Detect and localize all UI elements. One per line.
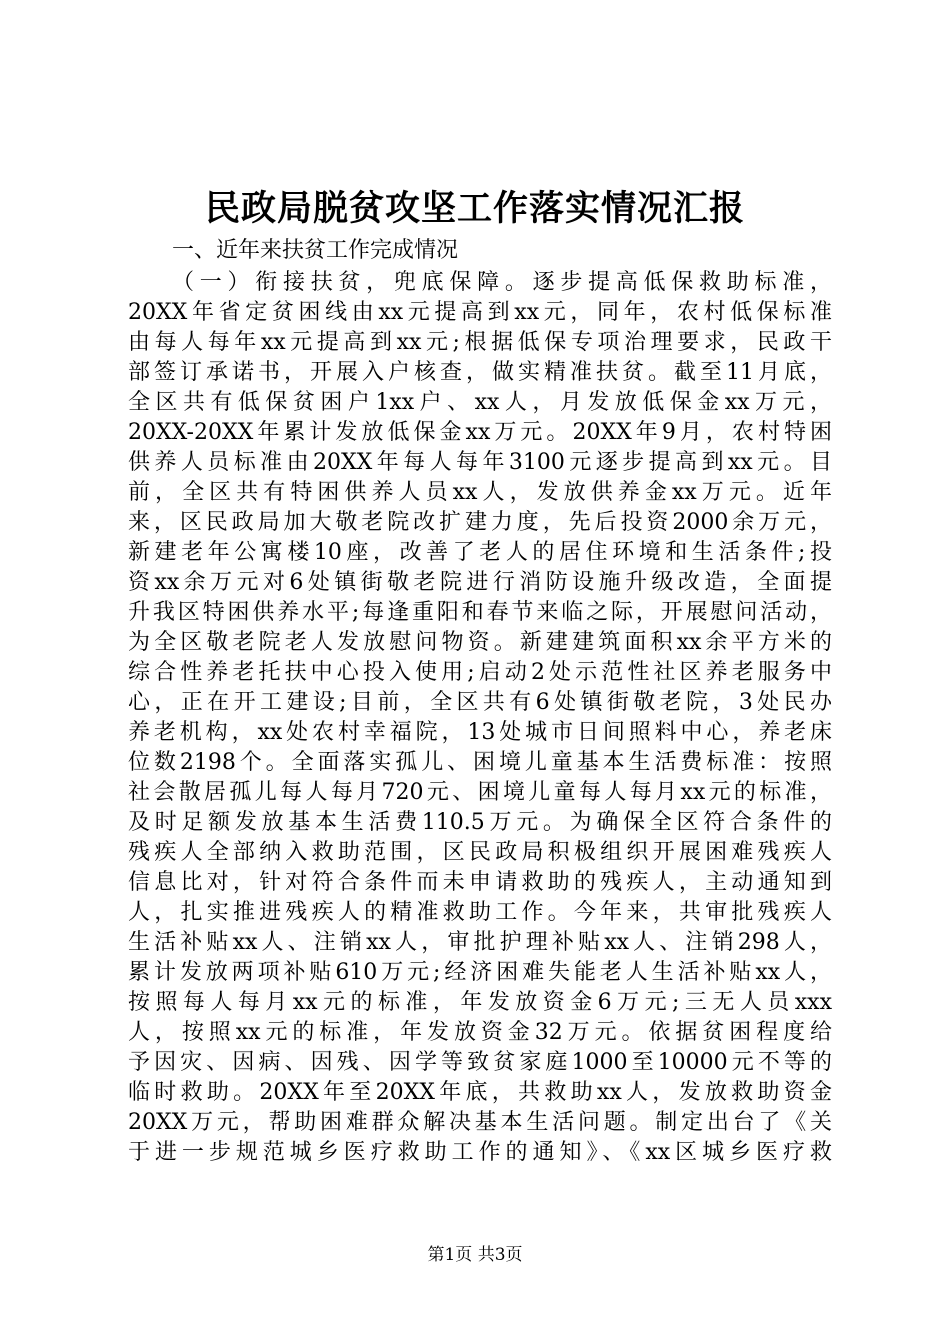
paragraph-line: 20XX万元，帮助困难群众解决基本生活问题。制定出台了《关 [128,1110,832,1135]
paragraph-line: 予因灾、因病、因残、因学等致贫家庭1000至10000元不等的 [128,1050,832,1075]
paragraph-line: 累计发放两项补贴610万元;经济困难失能老人生活补贴xx人， [128,960,832,985]
section-heading: 一、近年来扶贫工作完成情况 [172,238,459,263]
document-title: 民政局脱贫攻坚工作落实情况汇报 [204,188,745,229]
paragraph-line: 按照每人每月xx元的标准，年发放资金6万元;三无人员xxx [128,990,832,1015]
paragraph-line: 资xx余万元对6处镇街敬老院进行消防设施升级改造，全面提 [128,570,832,595]
paragraph-line: 人，扎实推进残疾人的精准救助工作。今年来，共审批残疾人 [128,900,832,925]
paragraph-line: 社会散居孤儿每人每月720元、困境儿童每人每月xx元的标准， [128,780,832,805]
paragraph-line: 养老机构，xx处农村幸福院，13处城市日间照料中心，养老床 [128,720,832,745]
paragraph-line: 及时足额发放基本生活费110.5万元。为确保全区符合条件的 [128,810,832,835]
paragraph-line: 20XX-20XX年累计发放低保金xx万元。20XX年9月，农村特困 [128,420,832,445]
paragraph-line: 前，全区共有特困供养人员xx人，发放供养金xx万元。近年 [128,480,832,505]
paragraph-line: 临时救助。20XX年至20XX年底，共救助xx人，发放救助资金 [128,1080,832,1105]
paragraph-line: 由每人每年xx元提高到xx元;根据低保专项治理要求，民政干 [128,330,832,355]
paragraph-line: 升我区特困供养水平;每逢重阳和春节来临之际，开展慰问活动， [128,600,832,625]
paragraph-line: （一）衔接扶贫，兜底保障。逐步提高低保救助标准， [172,270,832,295]
paragraph-line: 综合性养老托扶中心投入使用;启动2处示范性社区养老服务中 [128,660,832,685]
paragraph-line: 信息比对，针对符合条件而未申请救助的残疾人，主动通知到 [128,870,832,895]
document-paragraph [128,268,832,1168]
paragraph-line: 20XX年省定贫困线由xx元提高到xx元，同年，农村低保标准 [128,300,832,325]
paragraph-line: 人，按照xx元的标准，年发放资金32万元。依据贫困程度给 [128,1020,832,1045]
paragraph-line: 新建老年公寓楼10座，改善了老人的居住环境和生活条件;投 [128,540,832,565]
paragraph-line: 全区共有低保贫困户1xx户、xx人，月发放低保金xx万元， [128,390,832,415]
paragraph-line: 残疾人全部纳入救助范围，区民政局积极组织开展困难残疾人 [128,840,832,865]
paragraph-line: 部签订承诺书，开展入户核查，做实精准扶贫。截至11月底， [128,360,832,385]
paragraph-line: 生活补贴xx人、注销xx人，审批护理补贴xx人、注销298人， [128,930,832,955]
paragraph-line: 来，区民政局加大敬老院改扩建力度，先后投资2000余万元， [128,510,832,535]
paragraph-line: 于进一步规范城乡医疗救助工作的通知》、《xx区城乡医疗救 [128,1140,832,1165]
paragraph-line: 心，正在开工建设;目前，全区共有6处镇街敬老院，3处民办 [128,690,832,715]
paragraph-line: 供养人员标准由20XX年每人每年3100元逐步提高到xx元。目 [128,450,832,475]
paragraph-line: 为全区敬老院老人发放慰问物资。新建建筑面积xx余平方米的 [128,630,832,655]
paragraph-line: 位数2198个。全面落实孤儿、困境儿童基本生活费标准：按照 [128,750,832,775]
page-footer: 第1页 共3页 [427,1245,523,1265]
